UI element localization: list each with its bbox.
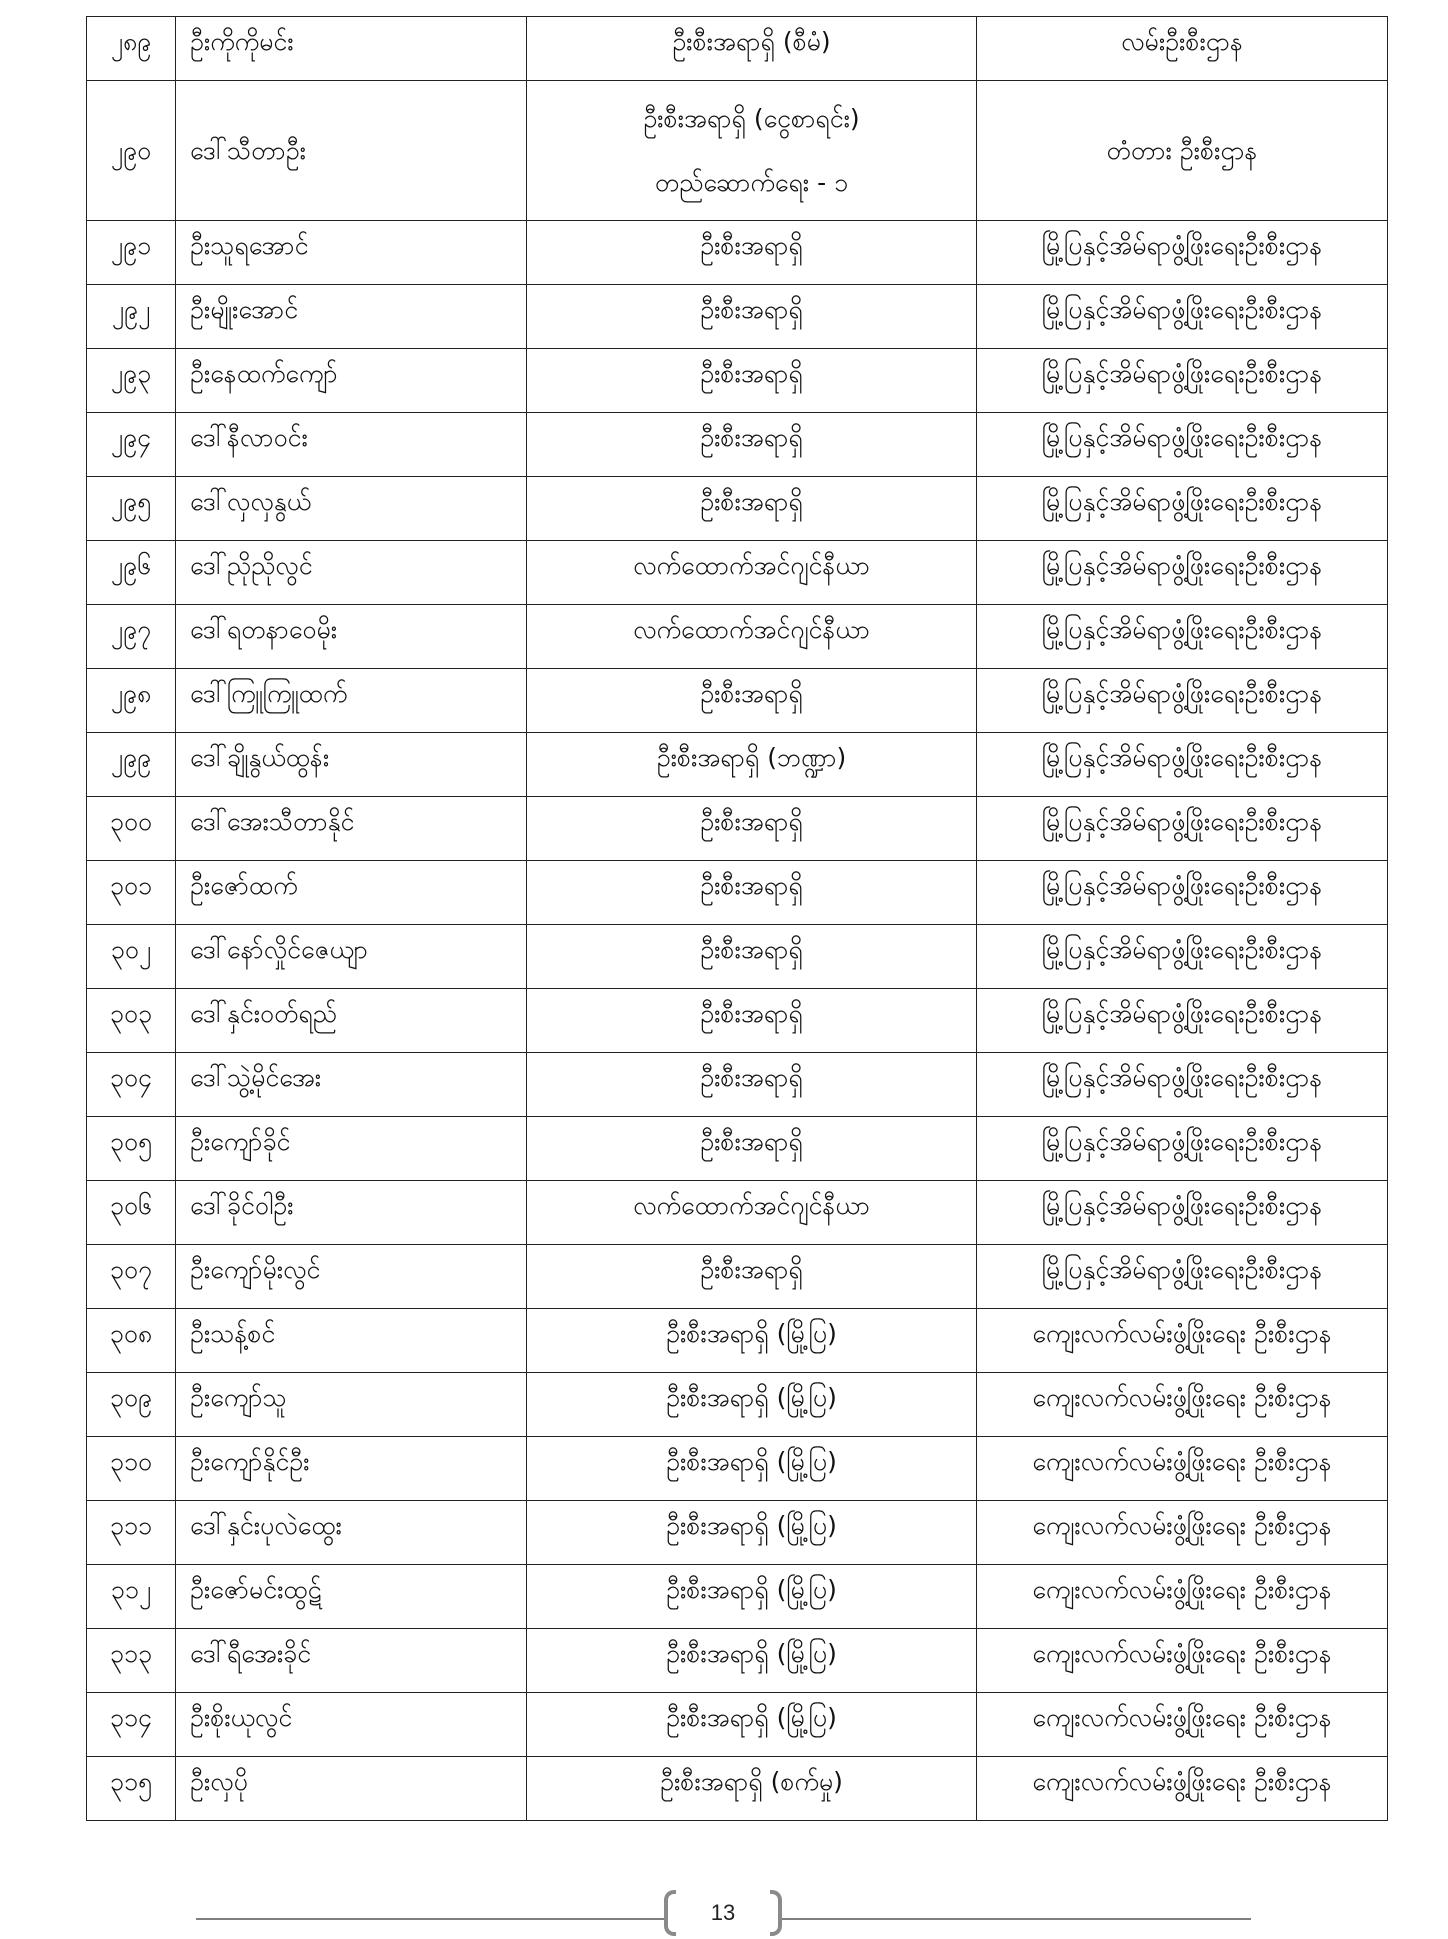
table-row <box>87 17 1388 81</box>
staff-position: ဦးစီးအရာရှိ <box>527 1053 977 1117</box>
staff-department: ကျေးလက်လမ်းဖွံ့ဖြိုးရေး ဦးစီးဌာန <box>977 1757 1388 1821</box>
staff-department: မြို့ပြနှင့်အိမ်ရာဖွံ့ဖြိုးရေးဦးစီးဌာန <box>977 1117 1388 1181</box>
staff-position: ဦးစီးအရာရှိ (မြို့ပြ) <box>527 1693 977 1757</box>
staff-position: ဦးစီးအရာရှိ <box>527 221 977 285</box>
staff-name: ဦးကျော်သူ <box>176 1373 527 1437</box>
staff-table <box>86 16 1388 1821</box>
staff-department: မြို့ပြနှင့်အိမ်ရာဖွံ့ဖြိုးရေးဦးစီးဌာန <box>977 349 1388 413</box>
staff-department: မြို့ပြနှင့်အိမ်ရာဖွံ့ဖြိုးရေးဦးစီးဌာန <box>977 733 1388 797</box>
staff-department: မြို့ပြနှင့်အိမ်ရာဖွံ့ဖြိုးရေးဦးစီးဌာန <box>977 605 1388 669</box>
staff-name: ဒေါ်လှလှနွယ် <box>176 477 527 541</box>
table-row <box>87 413 1388 477</box>
staff-position: လက်ထောက်အင်ဂျင်နီယာ <box>527 1181 977 1245</box>
staff-department: ကျေးလက်လမ်းဖွံ့ဖြိုးရေး ဦးစီးဌာန <box>977 1565 1388 1629</box>
row-number: ၃၁၀ <box>87 1437 176 1501</box>
staff-department: မြို့ပြနှင့်အိမ်ရာဖွံ့ဖြိုးရေးဦးစီးဌာန <box>977 1181 1388 1245</box>
staff-department: မြို့ပြနှင့်အိမ်ရာဖွံ့ဖြိုးရေးဦးစီးဌာန <box>977 797 1388 861</box>
row-number: ၃၀၉ <box>87 1373 176 1437</box>
table-row <box>87 669 1388 733</box>
row-number: ၃၀၄ <box>87 1053 176 1117</box>
row-number: ၂၈၉ <box>87 17 176 81</box>
staff-position: ဦးစီးအရာရှိ <box>527 413 977 477</box>
staff-position: ဦးစီးအရာရှိ <box>527 989 977 1053</box>
row-number: ၂၉၀ <box>87 81 176 221</box>
staff-department: ကျေးလက်လမ်းဖွံ့ဖြိုးရေး ဦးစီးဌာန <box>977 1501 1388 1565</box>
staff-position: လက်ထောက်အင်ဂျင်နီယာ <box>527 541 977 605</box>
row-number: ၂၉၆ <box>87 541 176 605</box>
staff-name: ဒေါ်ညိုညိုလွင် <box>176 541 527 605</box>
staff-name: ဦးနေထက်ကျော် <box>176 349 527 413</box>
table-row <box>87 1693 1388 1757</box>
staff-position: ဦးစီးအရာရှိ <box>527 669 977 733</box>
staff-position: လက်ထောက်အင်ဂျင်နီယာ <box>527 605 977 669</box>
row-number: ၂၉၃ <box>87 349 176 413</box>
staff-name: ဒေါ်ချိုနွယ်ထွန်း <box>176 733 527 797</box>
row-number: ၃၁၃ <box>87 1629 176 1693</box>
staff-name: ဒေါ်ရီအေးခိုင် <box>176 1629 527 1693</box>
staff-name: ဦးစိုးယုလွင် <box>176 1693 527 1757</box>
table-row <box>87 541 1388 605</box>
staff-department: လမ်းဦးစီးဌာန <box>977 17 1388 81</box>
staff-position: ဦးစီးအရာရှိ (မြို့ပြ) <box>527 1629 977 1693</box>
staff-position: ဦးစီးအရာရှိ (ငွေစာရင်း) <box>643 103 860 133</box>
staff-position: ဦးစီးအရာရှိ (မြို့ပြ) <box>527 1309 977 1373</box>
row-number: ၃၀၂ <box>87 925 176 989</box>
staff-name: ဒေါ်ခိုင်ဝါဦး <box>176 1181 527 1245</box>
staff-name: ဒေါ်နှင်းဝတ်ရည် <box>176 989 527 1053</box>
table-row <box>87 925 1388 989</box>
row-number: ၃၁၅ <box>87 1757 176 1821</box>
table-row <box>87 1565 1388 1629</box>
table-row <box>87 477 1388 541</box>
staff-name: ဒေါ်ရတနာဝေမိုး <box>176 605 527 669</box>
row-number: ၃၀၆ <box>87 1181 176 1245</box>
table-row <box>87 1053 1388 1117</box>
row-number: ၂၉၂ <box>87 285 176 349</box>
staff-position: ဦးစီးအရာရှိ (စီမံ) <box>527 17 977 81</box>
table-row <box>87 1117 1388 1181</box>
staff-name: ဦးလှပို <box>176 1757 527 1821</box>
staff-department: မြို့ပြနှင့်အိမ်ရာဖွံ့ဖြိုးရေးဦးစီးဌာန <box>977 861 1388 925</box>
staff-position: ဦးစီးအရာရှိ (ဘဏ္ဍာ) <box>527 733 977 797</box>
staff-position: ဦးစီးအရာရှိ <box>527 1245 977 1309</box>
staff-position-unit: တည်ဆောက်ရေး - ၁ <box>654 167 849 197</box>
row-number: ၂၉၉ <box>87 733 176 797</box>
row-number: ၃၀၅ <box>87 1117 176 1181</box>
staff-department: မြို့ပြနှင့်အိမ်ရာဖွံ့ဖြိုးရေးဦးစီးဌာန <box>977 413 1388 477</box>
staff-department: မြို့ပြနှင့်အိမ်ရာဖွံ့ဖြိုးရေးဦးစီးဌာန <box>977 1053 1388 1117</box>
staff-position: ဦးစီးအရာရှိ (မြို့ပြ) <box>527 1501 977 1565</box>
staff-position-cell <box>527 81 977 221</box>
row-number: ၂၉၈ <box>87 669 176 733</box>
staff-position: ဦးစီးအရာရှိ (မြို့ပြ) <box>527 1373 977 1437</box>
staff-name: ဦးကိုကိုမင်း <box>176 17 527 81</box>
page-number-frame <box>664 1890 782 1939</box>
staff-name: ဦးသူရအောင် <box>176 221 527 285</box>
staff-name: ဒေါ်သီတာဦး <box>176 81 527 221</box>
row-number: ၂၉၇ <box>87 605 176 669</box>
staff-name: ဒေါ်အေးသီတာနိုင် <box>176 797 527 861</box>
staff-name: ဒေါ်နှင်းပုလဲထွေး <box>176 1501 527 1565</box>
table-row <box>87 861 1388 925</box>
row-number: ၃၀၀ <box>87 797 176 861</box>
staff-position: ဦးစီးအရာရှိ <box>527 477 977 541</box>
row-number: ၃၁၂ <box>87 1565 176 1629</box>
table-row <box>87 221 1388 285</box>
table-row <box>87 1501 1388 1565</box>
staff-department: မြို့ပြနှင့်အိမ်ရာဖွံ့ဖြိုးရေးဦးစီးဌာန <box>977 1245 1388 1309</box>
staff-department: တံတား ဦးစီးဌာန <box>977 81 1388 221</box>
staff-name: ဦးကျော်မိုးလွင် <box>176 1245 527 1309</box>
table-row <box>87 1437 1388 1501</box>
table-row <box>87 349 1388 413</box>
table-row <box>87 1373 1388 1437</box>
staff-name: ဦးမျိုးအောင် <box>176 285 527 349</box>
row-number: ၂၉၄ <box>87 413 176 477</box>
staff-department: မြို့ပြနှင့်အိမ်ရာဖွံ့ဖြိုးရေးဦးစီးဌာန <box>977 477 1388 541</box>
row-number: ၃၁၁ <box>87 1501 176 1565</box>
staff-position: ဦးစီးအရာရှိ (မြို့ပြ) <box>527 1437 977 1501</box>
staff-department: မြို့ပြနှင့်အိမ်ရာဖွံ့ဖြိုးရေးဦးစီးဌာန <box>977 285 1388 349</box>
row-number: ၃၀၁ <box>87 861 176 925</box>
staff-name: ဦးကျော်နိုင်ဦး <box>176 1437 527 1501</box>
staff-position: ဦးစီးအရာရှိ (မြို့ပြ) <box>527 1565 977 1629</box>
table-row <box>87 605 1388 669</box>
staff-name: ဦးသန့်စင် <box>176 1309 527 1373</box>
staff-department: မြို့ပြနှင့်အိမ်ရာဖွံ့ဖြိုးရေးဦးစီးဌာန <box>977 669 1388 733</box>
staff-name: ဒေါ်နော်လှိုင်ဇေယျာ <box>176 925 527 989</box>
page-number: 13 <box>710 1900 736 1925</box>
table-row <box>87 1629 1388 1693</box>
staff-position: ဦးစီးအရာရှိ <box>527 797 977 861</box>
staff-name: ဒေါ်နီလာဝင်း <box>176 413 527 477</box>
table-row <box>87 285 1388 349</box>
row-number: ၃၀၃ <box>87 989 176 1053</box>
staff-name: ဦးကျော်ခိုင် <box>176 1117 527 1181</box>
staff-department: ကျေးလက်လမ်းဖွံ့ဖြိုးရေး ဦးစီးဌာန <box>977 1373 1388 1437</box>
row-number: ၃၁၄ <box>87 1693 176 1757</box>
staff-department: မြို့ပြနှင့်အိမ်ရာဖွံ့ဖြိုးရေးဦးစီးဌာန <box>977 925 1388 989</box>
table-row <box>87 733 1388 797</box>
table-row <box>87 797 1388 861</box>
staff-department: မြို့ပြနှင့်အိမ်ရာဖွံ့ဖြိုးရေးဦးစီးဌာန <box>977 221 1388 285</box>
staff-department: ကျေးလက်လမ်းဖွံ့ဖြိုးရေး ဦးစီးဌာန <box>977 1309 1388 1373</box>
table-row <box>87 1309 1388 1373</box>
table-row <box>87 989 1388 1053</box>
staff-position: ဦးစီးအရာရှိ <box>527 1117 977 1181</box>
staff-position: ဦးစီးအရာရှိ <box>527 925 977 989</box>
row-number: ၂၉၅ <box>87 477 176 541</box>
table-row <box>87 81 1388 221</box>
staff-department: မြို့ပြနှင့်အိမ်ရာဖွံ့ဖြိုးရေးဦးစီးဌာန <box>977 541 1388 605</box>
staff-department: ကျေးလက်လမ်းဖွံ့ဖြိုးရေး ဦးစီးဌာန <box>977 1693 1388 1757</box>
staff-name: ဦးဇော်မင်းထွဋ် <box>176 1565 527 1629</box>
staff-position: ဦးစီးအရာရှိ <box>527 285 977 349</box>
staff-position: ဦးစီးအရာရှိ <box>527 349 977 413</box>
right-bracket-icon <box>770 1890 782 1936</box>
table-row <box>87 1181 1388 1245</box>
table-row <box>87 1245 1388 1309</box>
staff-name: ဒေါ်သွဲ့မိုင်အေး <box>176 1053 527 1117</box>
staff-position: ဦးစီးအရာရှိ (စက်မှု) <box>527 1757 977 1821</box>
row-number: ၃၀၈ <box>87 1309 176 1373</box>
staff-name: ဒေါ်ကြူကြူထက် <box>176 669 527 733</box>
row-number: ၂၉၁ <box>87 221 176 285</box>
staff-position: ဦးစီးအရာရှိ <box>527 861 977 925</box>
row-number: ၃၀၇ <box>87 1245 176 1309</box>
staff-department: ကျေးလက်လမ်းဖွံ့ဖြိုးရေး ဦးစီးဌာန <box>977 1437 1388 1501</box>
staff-department: ကျေးလက်လမ်းဖွံ့ဖြိုးရေး ဦးစီးဌာန <box>977 1629 1388 1693</box>
table-row <box>87 1757 1388 1821</box>
staff-department: မြို့ပြနှင့်အိမ်ရာဖွံ့ဖြိုးရေးဦးစီးဌာန <box>977 989 1388 1053</box>
staff-name: ဦးဇော်ထက် <box>176 861 527 925</box>
